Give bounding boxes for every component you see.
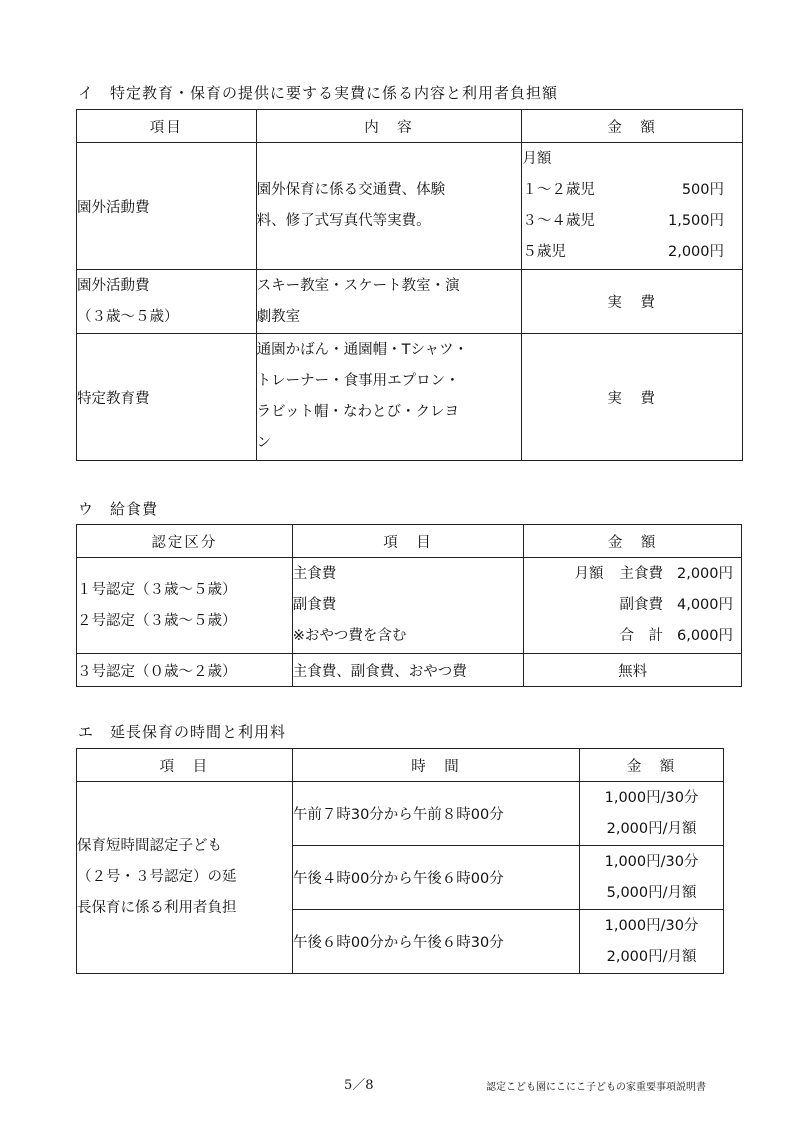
item-cell bbox=[77, 270, 257, 334]
amount-row bbox=[524, 559, 741, 590]
section-u-table bbox=[76, 524, 742, 687]
document-title: 認定こども園にこにこ子どもの家重要事項説明書 bbox=[486, 1082, 706, 1093]
time-cell bbox=[292, 910, 579, 974]
time-label: 午後６時00分から午後６時30分 bbox=[292, 935, 504, 951]
category-line: ２号認定（３歳～５歳） bbox=[77, 612, 237, 629]
content-cell bbox=[256, 143, 522, 270]
header-item: 項目 bbox=[77, 110, 257, 143]
amount-label: 月額 bbox=[522, 151, 552, 167]
fee-line: 5,000円/月額 bbox=[606, 884, 697, 901]
fee-cell bbox=[580, 782, 724, 846]
amount-value: 4,000円 bbox=[676, 597, 733, 613]
content-line: 劇教室 bbox=[256, 308, 301, 325]
amount-value: 1,500円 bbox=[667, 213, 724, 229]
item-line: 主食費 bbox=[292, 566, 337, 582]
amount-row bbox=[522, 175, 742, 206]
fee-line: 1,000円/30分 bbox=[604, 789, 699, 806]
time-cell bbox=[292, 782, 579, 846]
table-row bbox=[77, 143, 743, 270]
header-content: 内 容 bbox=[256, 110, 522, 143]
table-row bbox=[77, 270, 743, 334]
category-label: ３号認定（０歳～２歳） bbox=[77, 663, 237, 680]
item-cell bbox=[77, 143, 257, 270]
item-label: 特定教育費 bbox=[77, 390, 150, 407]
table-header-row bbox=[77, 525, 742, 558]
table-row bbox=[77, 654, 742, 687]
fee-line: 2,000円/月額 bbox=[606, 820, 697, 837]
amount-row bbox=[522, 237, 742, 268]
fee-line: 1,000円/30分 bbox=[604, 917, 699, 934]
content-line: スキー教室・スケート教室・演 bbox=[256, 277, 460, 294]
item-line: 園外活動費 bbox=[77, 277, 150, 294]
item-label: 主食費、副食費、おやつ費 bbox=[292, 663, 467, 680]
header-item: 項 目 bbox=[292, 525, 523, 558]
age-label: １～２歳児 bbox=[522, 182, 595, 198]
content-line: 通園かばん・通園帽・Tシャツ・ bbox=[256, 342, 469, 358]
amount-value: 500円 bbox=[681, 182, 724, 198]
amount-value: 実 費 bbox=[607, 295, 657, 311]
amount-value: 6,000円 bbox=[676, 628, 733, 644]
content-line: ラビット帽・なわとび・クレヨ bbox=[256, 404, 460, 420]
section-e-title: エ 延長保育の時間と利用料 bbox=[78, 723, 287, 741]
table-row bbox=[77, 334, 743, 461]
category-line: １号認定（３歳～５歳） bbox=[77, 581, 237, 598]
amount-value: 2,000円 bbox=[667, 244, 724, 260]
amount-row bbox=[524, 621, 741, 652]
amount-prefix: 月額 bbox=[574, 566, 604, 582]
time-label: 午前７時30分から午前８時00分 bbox=[292, 807, 504, 823]
table-header-row bbox=[77, 749, 724, 782]
page-number: 5／8 bbox=[344, 1078, 374, 1093]
item-line: 副食費 bbox=[292, 597, 337, 613]
amount-label: 主食費 bbox=[619, 566, 663, 582]
amount-cell bbox=[524, 654, 742, 687]
age-label: ３～４歳児 bbox=[522, 213, 595, 229]
amount-cell bbox=[524, 558, 742, 654]
amount-cell bbox=[522, 143, 743, 270]
amount-cell bbox=[522, 270, 743, 334]
fee-line: 1,000円/30分 bbox=[604, 853, 699, 870]
fee-cell bbox=[580, 910, 724, 974]
time-label: 午後４時00分から午後６時00分 bbox=[292, 871, 504, 887]
item-line: ※おやつ費を含む bbox=[292, 628, 407, 644]
content-line: 料、修了式写真代等実費。 bbox=[256, 213, 431, 229]
age-label: ５歳児 bbox=[522, 244, 566, 260]
amount-label: 副食費 bbox=[619, 597, 663, 613]
item-cell bbox=[77, 334, 257, 461]
amount-value: 2,000円 bbox=[676, 566, 733, 582]
section-u-title: ウ 給食費 bbox=[78, 500, 159, 518]
amount-cell bbox=[522, 334, 743, 461]
fee-line: 2,000円/月額 bbox=[606, 948, 697, 965]
item-line: 保育短時間認定子ども bbox=[77, 838, 222, 854]
header-amount: 金 額 bbox=[580, 749, 724, 782]
item-line: （２号・３号認定）の延 bbox=[77, 869, 237, 885]
section-i-table bbox=[76, 109, 743, 461]
content-line: ン bbox=[256, 435, 272, 451]
item-cell bbox=[77, 782, 293, 974]
section-i-title: イ 特定教育・保育の提供に要する実費に係る内容と利用者負担額 bbox=[78, 84, 559, 102]
amount-row bbox=[522, 206, 742, 237]
header-category: 認定区分 bbox=[77, 525, 293, 558]
fee-cell bbox=[580, 846, 724, 910]
amount-value: 無料 bbox=[618, 663, 648, 680]
time-cell bbox=[292, 846, 579, 910]
item-cell bbox=[292, 558, 523, 654]
content-line: 園外保育に係る交通費、体験 bbox=[256, 182, 446, 198]
content-cell bbox=[256, 334, 522, 461]
category-cell bbox=[77, 558, 293, 654]
section-e-table bbox=[76, 748, 724, 974]
item-cell bbox=[292, 654, 523, 687]
category-cell bbox=[77, 654, 293, 687]
table-row bbox=[77, 558, 742, 654]
amount-label: 合 計 bbox=[619, 628, 663, 644]
header-time: 時 間 bbox=[292, 749, 579, 782]
item-label: 園外活動費 bbox=[77, 199, 150, 216]
header-item: 項 目 bbox=[77, 749, 293, 782]
item-line: （３歳～５歳） bbox=[77, 308, 179, 325]
amount-value: 実 費 bbox=[607, 390, 657, 407]
table-header-row bbox=[77, 110, 743, 143]
table-row bbox=[77, 782, 724, 846]
amount-row bbox=[524, 590, 741, 621]
header-amount: 金 額 bbox=[524, 525, 742, 558]
header-amount: 金 額 bbox=[522, 110, 743, 143]
content-line: トレーナー・食事用エプロン・ bbox=[256, 373, 460, 389]
item-line: 長保育に係る利用者負担 bbox=[77, 900, 237, 916]
content-cell bbox=[256, 270, 522, 334]
